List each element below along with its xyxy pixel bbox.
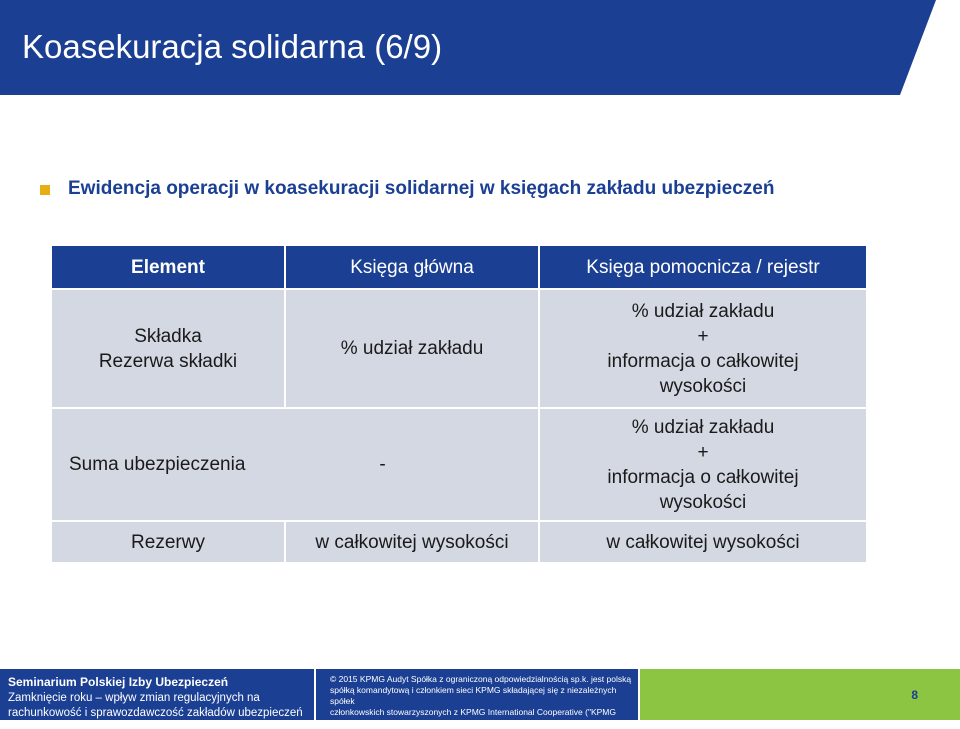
copyright-line: © 2015 KPMG Audyt Spółka z ograniczoną odpowiedzialnością sp.k. jest polską xyxy=(330,674,632,684)
cell-text: + xyxy=(697,325,709,347)
table-header-row xyxy=(52,246,866,288)
cell-text: % udział zakładu xyxy=(340,338,484,359)
footer-seminar-subtitle: Zamknięcie roku – wpływ zmian regulacyjnych na rachunkowość i sprawozdawczość zakładów ubezpieczeń xyxy=(8,692,303,719)
header-main-ledger: Księga główna xyxy=(286,246,538,288)
bullet-text: Ewidencja operacji w koasekuracji solidarnej w księgach zakładu ubezpieczeń xyxy=(68,178,775,199)
cell-aux-ledger xyxy=(540,409,866,520)
copyright-line: International"), podmiotem prawa szwajcarskiego. Wszelkie prawa zastrzeżone. xyxy=(330,718,630,728)
cell-aux-ledger xyxy=(540,522,866,562)
cell-text: Suma ubezpieczenia xyxy=(69,454,246,475)
header-aux-ledger: Księga pomocnicza / rejestr xyxy=(540,246,866,288)
cell-element xyxy=(52,290,284,407)
cell-main-ledger xyxy=(286,290,538,407)
footer xyxy=(0,669,960,728)
cell-text: - xyxy=(379,454,386,475)
cell-text: Składka xyxy=(134,325,202,347)
title-banner xyxy=(0,0,960,95)
cell-text: Rezerwy xyxy=(131,531,205,553)
copyright-line: członkowskich stowarzyszonych z KPMG International Cooperative ("KPMG xyxy=(330,707,616,717)
cell-text: informacja o całkowitej xyxy=(607,466,799,488)
footer-copyright xyxy=(330,674,636,729)
cell-text: % udział zakładu xyxy=(631,300,775,322)
slide-title: Koasekuracja solidarna (6/9) xyxy=(22,28,443,65)
table-row xyxy=(52,409,866,520)
cell-main-ledger xyxy=(286,522,538,562)
cell-aux-ledger xyxy=(540,290,866,407)
header-element: Element xyxy=(52,246,284,288)
cell-text: w całkowitej wysokości xyxy=(606,531,800,553)
footer-seminar-title: Seminarium Polskiej Izby Ubezpieczeń xyxy=(8,675,229,689)
accounting-table xyxy=(50,244,868,564)
bullet-square-icon xyxy=(40,185,50,195)
table-row xyxy=(52,290,866,407)
footer-copyright-block xyxy=(314,669,638,728)
page-number: 8 xyxy=(911,688,918,702)
cell-text: wysokości xyxy=(659,375,747,397)
cell-element-main-merged xyxy=(52,409,538,520)
cell-text: wysokości xyxy=(659,491,747,513)
banner-slant-decoration xyxy=(900,0,960,95)
cell-text: + xyxy=(697,441,709,463)
cell-text: w całkowitej wysokości xyxy=(315,531,509,553)
cell-text: informacja o całkowitej xyxy=(607,350,799,372)
bullet-item xyxy=(40,178,774,200)
cell-element xyxy=(52,522,284,562)
footer-page-block xyxy=(640,669,960,720)
footer-seminar-block xyxy=(0,669,314,720)
cell-text: % udział zakładu xyxy=(631,416,775,438)
table-row xyxy=(52,522,866,562)
copyright-line: spółką komandytową i członkiem sieci KPMG składającej się z niezależnych spółek xyxy=(330,685,617,706)
cell-text: Rezerwa składki xyxy=(98,350,238,372)
